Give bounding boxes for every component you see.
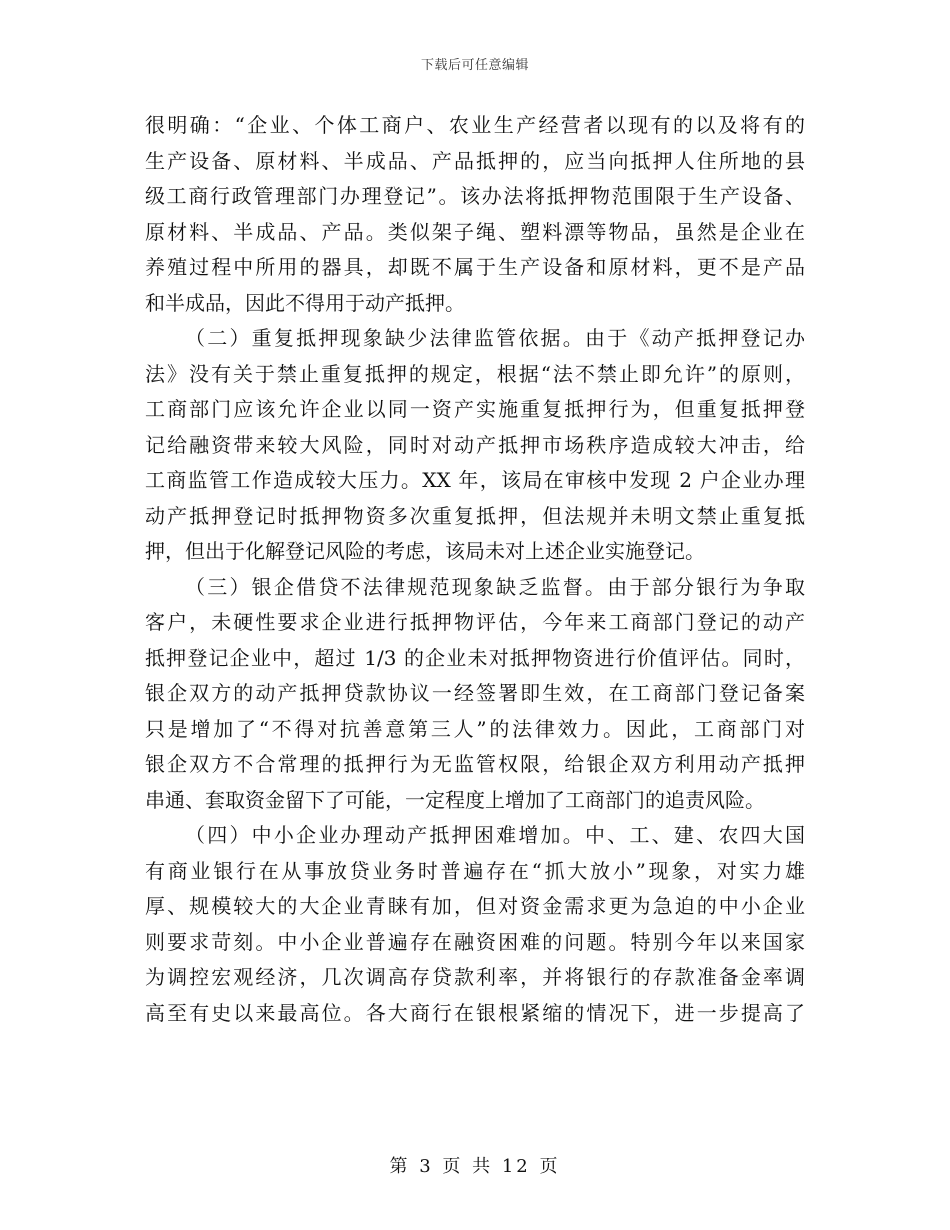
text-line: 有商业银行在从事放贷业务时普遍存在“抓大放小”现象，对实力雄 [145, 858, 805, 883]
page-number-footer: 第 3 页 共 12 页 [389, 1156, 561, 1177]
text-line: 银企双方的动产抵押贷款协议一经签署即生效，在工商部门登记备案 [145, 681, 805, 705]
text-line: 高至有史以来最高位。各大商行在银根紧缩的情况下，进一步提高了 [145, 1000, 805, 1025]
text-line: 抵押登记企业中，超过 1/3 的企业未对抵押物资进行价值评估。同时， [145, 645, 805, 670]
text-line: 和半成品，因此不得用于动产抵押。 [145, 290, 465, 315]
text-line: 工商监管工作造成较大压力。XX 年，该局在审核中发现 2 户企业办理 [145, 468, 805, 492]
text-line: 串通、套取资金留下了可能，一定程度上增加了工商部门的追责风险。 [145, 787, 765, 812]
text-line: 为调控宏观经济，几次调高存贷款利率，并将银行的存款准备金率调 [145, 965, 805, 989]
text-line: 工商部门应该允许企业以同一资产实施重复抵押行为，但重复抵押登 [145, 397, 805, 421]
paragraph-1 [145, 108, 805, 321]
text-line: 记给融资带来较大风险，同时对动产抵押市场秩序造成较大冲击，给 [145, 432, 805, 457]
text-line: （四）中小企业办理动产抵押困难增加。中、工、建、农四大国 [185, 823, 805, 847]
text-line: （三）银企借贷不法律规范现象缺乏监督。由于部分银行为争取 [185, 574, 805, 599]
text-line: 法》没有关于禁止重复抵押的规定，根据“法不禁止即允许”的原则， [145, 361, 805, 386]
paragraph-2 [145, 321, 805, 570]
text-line: 押，但出于化解登记风险的考虑，该局未对上述企业实施登记。 [145, 539, 705, 563]
text-line: 养殖过程中所用的器具，却既不属于生产设备和原材料，更不是产品 [145, 255, 805, 279]
text-line: 级工商行政管理部门办理登记”。该办法将抵押物范围限于生产设备、 [145, 184, 805, 208]
document-body [145, 108, 805, 1031]
text-line: 生产设备、原材料、半成品、产品抵押的，应当向抵押人住所地的县 [145, 148, 805, 173]
paragraph-4 [145, 818, 805, 1031]
text-line: 银企双方不合常理的抵押行为无监管权限，给银企双方利用动产抵押 [145, 752, 805, 776]
text-line: 则要求苛刻。中小企业普遍存在融资困难的问题。特别今年以来国家 [145, 929, 805, 954]
text-line: 原材料、半成品、产品。类似架子绳、塑料漂等物品，虽然是企业在 [145, 219, 805, 244]
text-line: 只是增加了“不得对抗善意第三人”的法律效力。因此，工商部门对 [145, 716, 805, 741]
text-line: 很明确：“企业、个体工商户、农业生产经营者以现有的以及将有的 [145, 113, 805, 137]
paragraph-3 [145, 570, 805, 819]
text-line: 客户，未硬性要求企业进行抵押物评估，今年来工商部门登记的动产 [145, 610, 805, 634]
text-line: 动产抵押登记时抵押物资多次重复抵押，但法规并未明文禁止重复抵 [145, 503, 805, 528]
text-line: （二）重复抵押现象缺少法律监管依据。由于《动产抵押登记办 [185, 326, 805, 350]
page-header: 下载后可任意编辑 [420, 58, 529, 73]
text-line: 厚、规模较大的大企业青睐有加，但对资金需求更为急迫的中小企业 [145, 894, 805, 918]
